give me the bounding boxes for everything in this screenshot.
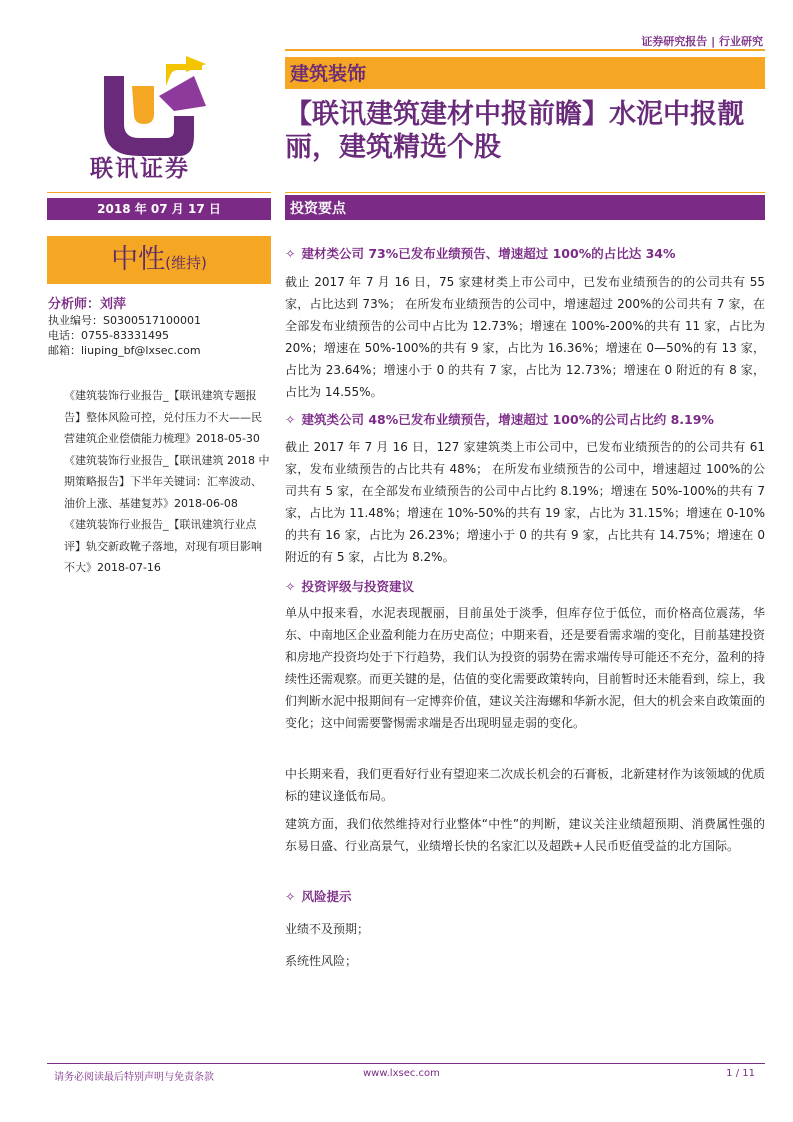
subheading-text: 风险提示 [301, 889, 352, 904]
rating-sub: (维持) [165, 254, 207, 272]
subheading-text: 建材类公司 73%已发布业绩预告、增速超过 100%的占比达 34% [301, 246, 676, 261]
rating-box [47, 236, 271, 284]
top-divider [285, 49, 765, 51]
subheading-1 [285, 244, 765, 262]
paragraph-5: 建筑方面，我们依然维持对行业整体“中性”的判断，建议关注业绩超预期、消费属性强的东易日盛、行业高景气，业绩增长快的名家汇以及超跌+人民币贬值受益的北方国际。 [285, 817, 765, 853]
risk-item-2: 系统性风险； [285, 954, 358, 968]
footer-divider [47, 1063, 765, 1064]
footer-website-link[interactable]: www.lxsec.com [363, 1068, 440, 1079]
related-report-item[interactable]: 《建筑装饰行业报告_【联讯建筑 2018 中期策略报告】下半年关键词：汇率波动、油价上涨、基建复苏》2018-06-08 [64, 453, 270, 510]
section-header-bar [285, 195, 765, 220]
subheading-2 [285, 410, 765, 428]
left-divider [47, 192, 271, 193]
section-title: 投资要点 [290, 201, 346, 217]
right-divider [285, 192, 765, 193]
paragraph-4: 中长期来看，我们更看好行业有望迎来二次成长机会的石膏板，北新建材作为该领域的优质标的建议逢低布局。 [285, 767, 766, 803]
related-report-item[interactable]: 《建筑装饰行业报告_【联讯建筑行业点评】轨交新政靴子落地，对现有项目影响不大》2018-07-16 [64, 518, 262, 574]
diamond-bullet-icon: ✧ [285, 246, 296, 261]
report-type-tag: 证券研究报告 | 行业研究 [641, 35, 763, 48]
analyst-phone: 电话：0755-83331495 [48, 329, 169, 342]
diamond-bullet-icon: ✧ [285, 579, 296, 594]
rating-main: 中性 [111, 244, 166, 275]
company-logo-text: 联讯证券 [90, 156, 190, 182]
related-report-item[interactable]: 《建筑装饰行业报告_【联讯建筑专题报告】整体风险可控，兑付压力不大——民营建筑企业偿债能力梳理》2018-05-30 [64, 389, 262, 445]
subheading-text: 建筑类公司 48%已发布业绩预告，增速超过 100%的公司占比约 8.19% [301, 412, 714, 427]
report-title: 【联讯建筑建材中报前瞻】水泥中报靓丽，建筑精选个股 [285, 99, 744, 163]
paragraph-3: 单从中报来看，水泥表现靓丽，目前虽处于淡季，但库存位于低位，而价格高位震荡，华东、中南地区企业盈利能力在历史高位；中期来看，还是要看需求端的变化，目前基建投资和房地产投资均处于下行趋势，我们认为投资的弱势在需求端传导可能还不充分，盈利的持续性还需观察。而更关键的是，估值的变化需要政策转向，目前暂时还未能看到，综上，我们判断水泥中报期间有一定博弈价值，建议关注海螺和华新水泥，但大的机会来自政策面的变化；这中间需要警惕需求端是否出现明显走弱的变化。 [285, 606, 766, 730]
paragraph-2: 截止 2017 年 7 月 16 日，127 家建筑类上市公司中，已发布业绩预告的的公司共有 61 家，发布业绩预告的占比共有 48%； 在所发布业绩预告的公司中，增速超过 100%的公司共有 5 家，在全部发布业绩预告的公司中占比约 8.19%；增速在 50%-100%的共有 7 家，占比为 11.48%；增速在 10%-50%的共有 19 家，占比为 31.15%；增速在 0-10%的共有 16 家，占比为 26.23%；增速小于 0 的共有 9 家，占比共有 14.75%；增速在 0 附近的有 5 家，占比为 8.2%。 [285, 440, 765, 564]
page-number: 1 / 11 [726, 1068, 755, 1079]
analyst-name: 分析师：刘萍 [48, 297, 127, 312]
subheading-4 [285, 887, 765, 905]
subheading-3 [285, 577, 765, 595]
analyst-email: 邮箱：liuping_bf@lxsec.com [48, 344, 201, 357]
report-date: 2018 年 07 月 17 日 [47, 198, 271, 220]
paragraph-1: 截止 2017 年 7 月 16 日，75 家建材类上市公司中，已发布业绩预告的的公司共有 55 家，占比达到 73%； 在所发布业绩预告的公司中，增速超过 200%的公司共有 7 家，在全部发布业绩预告的公司中占比为 12.73%；增速在 100%-200%的共有 11 家，占比为 20%；增速在 50%-100%的共有 9 家，占比为 16.36%；增速在 0—50%的有 13 家，占比为 23.64%；增速小于 0 的共有 7 家，占比为 12.73%；增速在 0 附近的有 8 家，占比为 14.55%。 [285, 275, 765, 399]
analyst-license: 执业编号：S0300517100001 [48, 314, 201, 327]
diamond-bullet-icon: ✧ [285, 412, 296, 427]
subheading-text: 投资评级与投资建议 [301, 579, 414, 594]
risk-item-1: 业绩不及预期； [285, 922, 370, 936]
related-reports [64, 385, 272, 579]
diamond-bullet-icon: ✧ [285, 889, 296, 904]
sector-label: 建筑装饰 [290, 63, 367, 85]
footer-disclaimer[interactable]: 请务必阅读最后特别声明与免责条款 [54, 1072, 214, 1083]
